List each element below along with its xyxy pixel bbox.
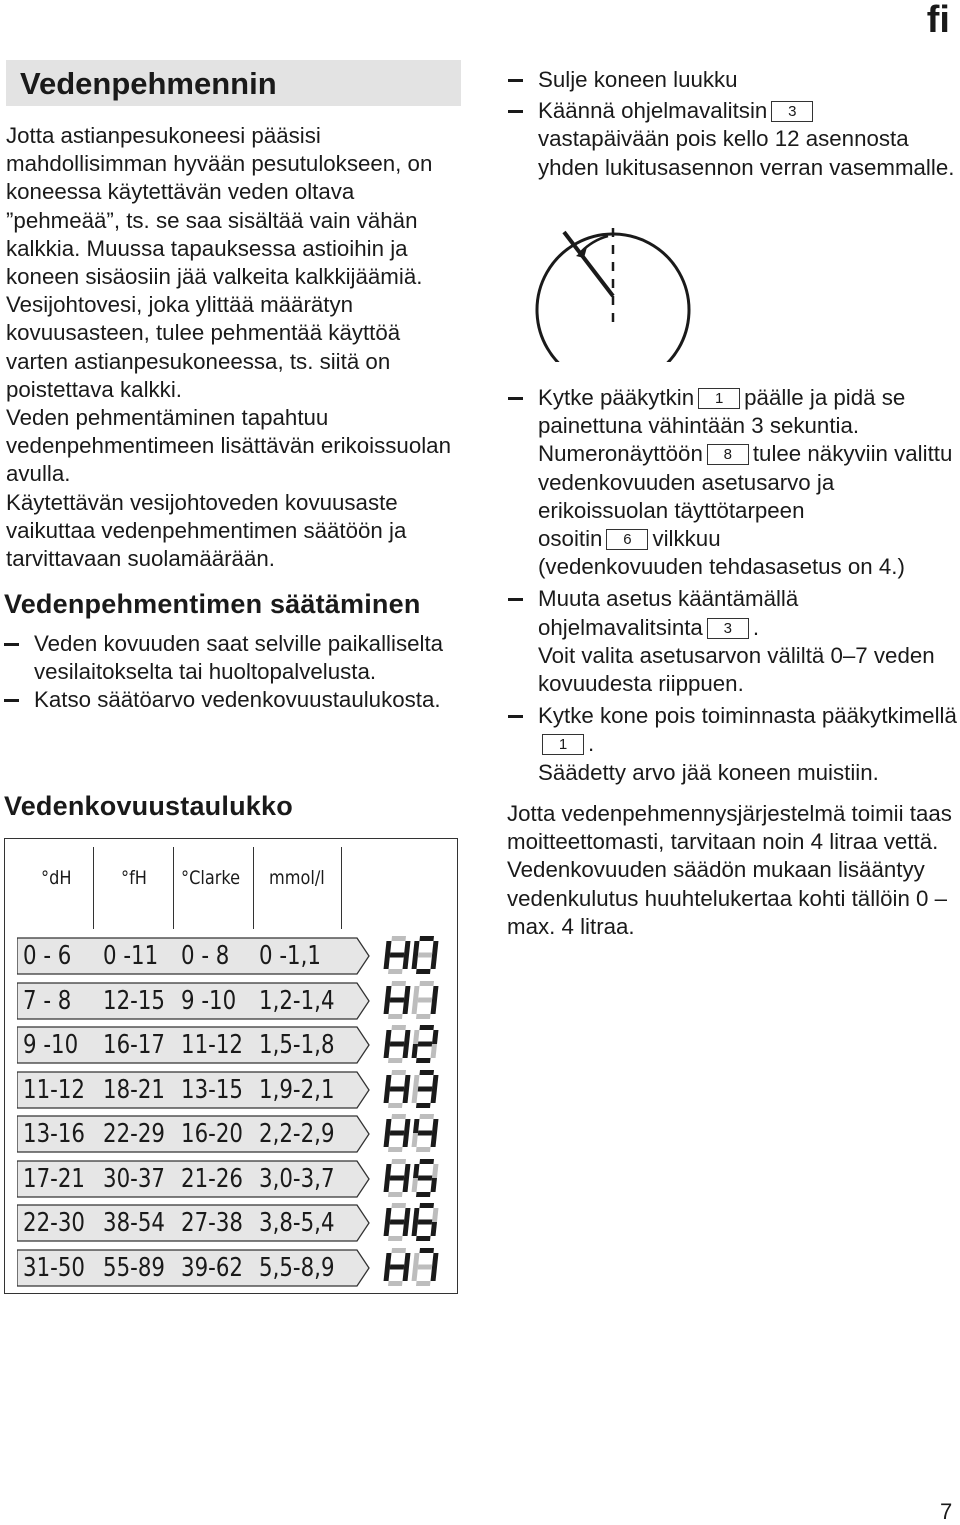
intro-text xyxy=(6,122,466,573)
table-cell: 9 -10 xyxy=(181,985,237,1016)
section-header-bar xyxy=(6,60,461,106)
step-text: Kytke kone pois toiminnasta pääkytkimellä xyxy=(538,703,957,729)
step-turn-selector xyxy=(504,97,960,182)
header-mmol: mmol/l xyxy=(269,867,325,889)
table-cell: 5,5-8,9 xyxy=(259,1252,335,1283)
table-cell: 39-62 xyxy=(181,1252,243,1283)
table-title: Vedenkovuustaulukko xyxy=(4,791,293,821)
hardness-display-code-icon xyxy=(383,1070,441,1110)
dash-bullet xyxy=(508,715,523,718)
table-cell: 11-12 xyxy=(181,1030,243,1060)
step-text: osoitin xyxy=(538,526,603,552)
adjust-list xyxy=(0,630,460,715)
dash-bullet xyxy=(508,79,523,82)
step-text: Kytke pääkytkin xyxy=(538,385,695,410)
table-cell: 0 -11 xyxy=(103,941,159,971)
column-divider xyxy=(173,847,174,929)
table-cell: 0 - 8 xyxy=(181,941,230,971)
table-cell: 7 - 8 xyxy=(23,985,72,1016)
column-divider xyxy=(93,847,94,929)
table-cell: 0 - 6 xyxy=(23,941,72,971)
step-text: Sulje koneen luukku xyxy=(538,67,738,92)
table-cell: 17-21 xyxy=(23,1163,85,1194)
table-cell: 55-89 xyxy=(103,1252,165,1283)
step-text: Muuta asetus kääntämällä ohjelmavalitsinta xyxy=(538,586,799,640)
list-item xyxy=(0,686,460,714)
step-text: vastapäivään pois kello 12 asennosta yhden lukitusasennon verran vasemmalle. xyxy=(538,126,955,180)
table-cell: 3,8-5,4 xyxy=(259,1208,335,1238)
column-divider xyxy=(341,847,342,929)
intro-paragraph: Jotta astianpesukoneesi pääsisi mahdollisimman hyvään pesutulokseen, on koneessa käytettävän veden oltava ”pehmeää”, ts. se saa sisältää vain vähän kalkkia. Muussa tapauksessa astioihin ja koneen sisäosiin jää valkeita kalkkijäämiä. Vesijohtovesi, joka ylittää määrätyn kovuusasteen, tulee pehmentää käyttöä varten astianpesukoneessa, ts. siitä on poistettava kalkki. xyxy=(6,123,433,402)
table-row xyxy=(17,982,369,1018)
hardness-table xyxy=(4,838,458,1294)
key-8-icon: 8 xyxy=(707,444,749,465)
table-cell: 18-21 xyxy=(103,1074,165,1105)
step-text: Numeronäyttöön xyxy=(538,441,703,467)
table-row xyxy=(17,1115,369,1151)
table-cell: 1,9-2,1 xyxy=(259,1074,335,1105)
language-tag: fi xyxy=(926,0,950,41)
step-text: Käännä ohjelmavalitsin xyxy=(538,98,768,124)
header-clarke: °Clarke xyxy=(181,867,241,889)
key-3-icon: 3 xyxy=(707,618,749,639)
page-number: 7 xyxy=(940,1499,953,1524)
table-row xyxy=(17,1204,369,1240)
table-cell: 22-29 xyxy=(103,1119,165,1149)
key-1-icon: 1 xyxy=(698,388,740,409)
table-row xyxy=(17,1160,369,1196)
dash-bullet xyxy=(508,598,523,601)
hardness-display-code-icon xyxy=(383,1248,441,1288)
hardness-display-code-icon xyxy=(383,1025,441,1065)
table-row xyxy=(17,937,369,973)
table-cell: 16-20 xyxy=(181,1119,243,1149)
step-switch-off: Kytke kone pois toiminnasta pääkytkimellä1 . Säädetty arvo jää koneen muistiin. xyxy=(504,702,960,787)
step-text: (vedenkovuuden tehdasasetus on 4.) xyxy=(538,554,905,580)
table-cell: 11-12 xyxy=(23,1074,85,1105)
list-item xyxy=(0,630,460,686)
dash-bullet xyxy=(4,643,19,646)
dash-bullet xyxy=(508,397,523,400)
list-item-text: Katso säätöarvo vedenkovuustaulukosta. xyxy=(34,687,441,713)
table-cell: 22-30 xyxy=(23,1208,85,1238)
hardness-display-code-icon xyxy=(383,936,441,976)
table-cell: 0 -1,1 xyxy=(259,941,321,971)
dash-bullet xyxy=(508,110,523,113)
table-cell: 38-54 xyxy=(103,1208,165,1238)
table-cell: 21-26 xyxy=(181,1163,243,1194)
header-fh: °fH xyxy=(121,867,147,889)
key-1-icon: 1 xyxy=(542,734,584,755)
step-close-door xyxy=(504,66,960,94)
intro-paragraph: Veden pehmentäminen tapahtuu vedenpehmentimeen lisättävän erikoissuolan avulla. xyxy=(6,405,451,487)
table-cell: 9 -10 xyxy=(23,1030,79,1060)
table-cell: 12-15 xyxy=(103,985,165,1016)
step-text: Voit valita asetusarvon väliltä 0–7 veden kovuudesta riippuen. xyxy=(538,642,935,697)
table-cell: 1,5-1,8 xyxy=(259,1030,335,1060)
instructions-column xyxy=(504,66,960,182)
table-row xyxy=(17,1249,369,1285)
table-cell: 31-50 xyxy=(23,1252,85,1283)
table-cell: 13-15 xyxy=(181,1074,243,1105)
table-row xyxy=(17,1071,369,1107)
intro-paragraph: Käytettävän vesijohtoveden kovuusaste vaikuttaa vedenpehmentimen säätöön ja tarvittavaan suolamäärään. xyxy=(6,489,407,572)
table-cell: 2,2-2,9 xyxy=(259,1119,335,1149)
key-6-icon: 6 xyxy=(606,529,648,550)
list-item-text: Veden kovuuden saat selville paikalliselta vesilaitokselta tai huoltopalvelusta. xyxy=(34,631,444,685)
table-cell: 13-16 xyxy=(23,1119,85,1149)
instructions-column-lower xyxy=(504,384,960,787)
step-text: vilkkuu xyxy=(652,526,721,552)
table-cell: 16-17 xyxy=(103,1030,165,1060)
hardness-display-code-icon xyxy=(383,1203,441,1243)
step-text: päälle ja pidä se painettuna vähintään 3 sekuntia. xyxy=(538,385,906,439)
table-cell: 3,0-3,7 xyxy=(259,1163,335,1194)
step-text: Säädetty arvo jää koneen muistiin. xyxy=(538,759,879,785)
hardness-display-code-icon xyxy=(383,1114,441,1154)
step-change-setting: Muuta asetus kääntämällä ohjelmavalitsinta 3 . Voit valita asetusarvon väliltä 0–7 veden kovuudesta riippuen. xyxy=(504,585,960,698)
header-dh: °dH xyxy=(41,867,72,889)
step-text: tulee näkyviin valittu vedenkovuuden asetusarvo ja erikoissuolan täyttötarpeen xyxy=(538,441,953,523)
hardness-display-code-icon xyxy=(383,981,441,1021)
final-paragraph: Jotta vedenpehmennysjärjestelmä toimii taas moitteettomasti, tarvitaan noin 4 litraa vettä. Vedenkovuuden säädön mukaan lisääntyy vedenkulutus huuhtelukertaa kohti tällöin 0 – max. 4 litraa. xyxy=(507,801,952,939)
program-selector-dial-icon xyxy=(534,222,694,362)
adjust-title: Vedenpehmentimen säätäminen xyxy=(4,589,421,619)
dash-bullet xyxy=(4,699,19,702)
table-cell: 27-38 xyxy=(181,1208,243,1238)
table-row xyxy=(17,1026,369,1062)
table-cell: 1,2-1,4 xyxy=(259,985,335,1016)
section-title: Vedenpehmennin xyxy=(20,66,277,101)
step-main-switch xyxy=(504,384,960,581)
hardness-display-code-icon xyxy=(383,1159,441,1199)
key-3-icon: 3 xyxy=(771,101,813,122)
table-cell: 30-37 xyxy=(103,1163,165,1194)
column-divider xyxy=(253,847,254,929)
